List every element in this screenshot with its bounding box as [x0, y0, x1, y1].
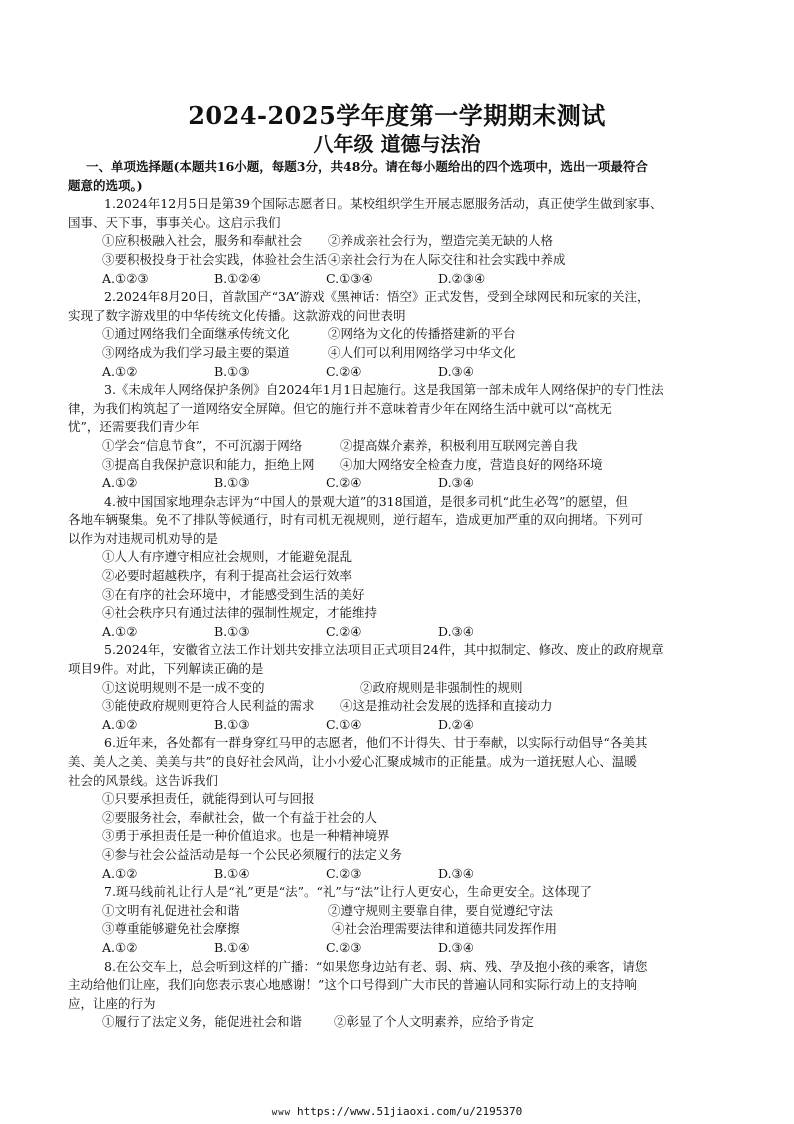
question-stem: 项目9件。对此，下列解读正确的是: [68, 661, 264, 677]
question-stem: 6.近年来，各处都有一群身穿红马甲的志愿者，他们不计得失、甘于奉献，以实际行动倡导“各美其: [104, 735, 648, 751]
question-stem: 5.2024年，安徽省立法工作计划共安排立法项目正式项目24件，其中拟制定、修改、废止的政府规章: [104, 642, 664, 658]
page-footer: [0, 1105, 794, 1120]
option-item: ①通过网络我们全面继承传统文化: [102, 326, 290, 342]
option-item: ①应积极融入社会，服务和奉献社会: [102, 233, 303, 249]
option-item: ④亲社会行为在人际交往和社会实践中养成: [328, 251, 566, 267]
question-5: [68, 641, 726, 734]
question-2: [68, 288, 726, 381]
choice-d: D.③④: [438, 865, 474, 881]
choice-d: D.③④: [438, 939, 474, 955]
option-item: ②要服务社会，奉献社会，做一个有益于社会的人: [102, 809, 378, 825]
option-item: ④人们可以利用网络学习中华文化: [328, 344, 516, 360]
page-title: 2024-2025学年度第一学期期末测试: [188, 101, 606, 130]
exam-body: [68, 158, 726, 1032]
answer-choices: [86, 363, 726, 382]
option-item: ②彰显了个人文明素养，应给予肯定: [334, 1014, 535, 1030]
choice-a: A.①②: [102, 865, 138, 881]
choice-d: D.③④: [438, 475, 474, 491]
question-stem: 7.斑马线前礼让行人是“礼”更是“法”。“礼”与“法”让行人更安心，生命更安全。这体现了: [104, 884, 593, 900]
choice-b: B.①②④: [214, 270, 261, 286]
option-item: ②政府规则是非强制性的规则: [360, 679, 523, 695]
question-stem: 忧”，还需要我们青少年: [68, 419, 200, 435]
option-item: ①这说明规则不是一成不变的: [102, 679, 265, 695]
question-stem: 实现了数字游戏里的中华传统文化传播。这款游戏的问世表明: [68, 307, 406, 323]
question-1: [68, 195, 726, 288]
question-stem: 以作为对违规司机劝导的是: [68, 530, 219, 546]
question-stem: 各地车辆聚集。免不了排队等候通行，时有司机无视规则，逆行超车，造成更加严重的双向拥堵。下列可: [68, 512, 644, 528]
page-subtitle: 八年级 道德与法治: [313, 132, 481, 156]
question-stem: 8.在公交车上，总会听到这样的广播：“如果您身边站有老、弱、病、残、孕及抱小孩的乘客，请您: [104, 958, 648, 974]
choice-c: C.①④: [326, 716, 362, 732]
choice-c: C.②③: [326, 939, 362, 955]
option-item: ②提高媒介素养，积极利用互联网完善自我: [340, 437, 578, 453]
question-stem: 律，为我们构筑起了一道网络安全屏障。但它的施行并不意味着青少年在网络生活中就可以“高枕无: [68, 400, 612, 416]
question-stem: 国事、天下事，事事关心。这启示我们: [68, 214, 281, 230]
question-stem: 主动给他们让座，我们向您表示衷心地感谢！”这个口号得到广大市民的普遍认同和实际行动上的支持响: [68, 977, 637, 993]
choice-d: D.②③④: [438, 270, 486, 286]
choice-a: A.①②: [102, 716, 138, 732]
question-7: [86, 883, 726, 957]
choice-a: A.①②: [102, 363, 138, 379]
question-stem: 2.2024年8月20日，首款国产“3A”游戏《黑神话：悟空》正式发售，受到全球网民和玩家的关注，: [104, 289, 650, 305]
option-item: ②网络为文化的传播搭建新的平台: [328, 326, 516, 342]
footer-url-link[interactable]: https://www.51jiaoxi.com/u/2195370: [297, 1105, 523, 1118]
answer-choices: [86, 623, 726, 642]
option-item: ①文明有礼促进社会和谐: [102, 902, 240, 918]
answer-choices: [86, 716, 726, 735]
answer-choices: [86, 270, 726, 289]
option-item: ④加大网络安全检查力度，营造良好的网络环境: [340, 456, 603, 472]
choice-b: B.①④: [214, 865, 250, 881]
option-item: ③尊重能够避免社会摩擦: [102, 921, 240, 937]
choice-c: C.②④: [326, 363, 362, 379]
option-item: ③要积极投身于社会实践，体验社会生活: [102, 251, 328, 267]
answer-choices: [86, 939, 726, 958]
option-item: ②必要时超越秩序，有利于提高社会运行效率: [102, 568, 353, 584]
choice-a: A.①②: [102, 475, 138, 491]
choice-c: C.②④: [326, 623, 362, 639]
choice-a: A.①②③: [102, 270, 149, 286]
option-item: ④这是推动社会发展的选择和直接动力: [340, 698, 553, 714]
option-item: ④社会秩序只有通过法律的强制性规定，才能维持: [102, 605, 378, 621]
choice-b: B.①③: [214, 716, 250, 732]
choice-a: A.①②: [102, 939, 138, 955]
question-stem: 1.2024年12月5日是第39个国际志愿者日。某校组织学生开展志愿服务活动，真正使学生做到家事、: [104, 196, 663, 212]
option-item: ③提高自我保护意识和能力，拒绝上网: [102, 456, 315, 472]
choice-c: C.②④: [326, 475, 362, 491]
option-item: ①人人有序遵守相应社会规则，才能避免混乱: [102, 549, 353, 565]
option-item: ②遵守规则主要靠自律，要自觉遵纪守法: [328, 902, 554, 918]
section-heading-cont: 题意的选项。): [68, 177, 143, 193]
question-stem: 3.《未成年人网络保护条例》自2024年1月1日起施行。这是我国第一部未成年人网络保护的专门性法: [104, 382, 664, 398]
option-item: ③勇于承担责任是一种价值追求。也是一种精神境界: [102, 828, 390, 844]
section-heading: 一、单项选择题(本题共16小题，每题3分，共48分。请在每小题给出的四个选项中，选出一项最符合: [86, 159, 648, 174]
question-stem: 应，让座的行为: [68, 995, 156, 1011]
footer-brand: www: [271, 1108, 292, 1118]
option-item: ①学会“信息节食”，不可沉溺于网络: [102, 437, 303, 453]
question-stem: 4.被中国国家地理杂志评为“中国人的景观大道”的318国道，是很多司机“此生必驾”的愿望，但: [104, 493, 628, 509]
choice-d: D.②④: [438, 716, 474, 732]
option-item: ①履行了法定义务，能促进社会和谐: [102, 1014, 303, 1030]
choice-b: B.①③: [214, 623, 250, 639]
choice-b: B.①④: [214, 939, 250, 955]
option-item: ②养成亲社会行为，塑造完美无缺的人格: [328, 233, 554, 249]
choice-a: A.①②: [102, 623, 138, 639]
choice-c: C.①③④: [326, 270, 373, 286]
question-4: [68, 493, 726, 642]
answer-choices: [86, 865, 726, 884]
option-item: ④社会治理需要法律和道德共同发挥作用: [332, 921, 558, 937]
option-item: ③在有序的社会环境中，才能感受到生活的美好: [102, 586, 365, 602]
question-stem: 社会的风景线。这告诉我们: [68, 772, 219, 788]
choice-c: C.②③: [326, 865, 362, 881]
option-item: ③网络成为我们学习最主要的渠道: [102, 344, 290, 360]
option-item: ③能使政府规则更符合人民利益的需求: [102, 698, 315, 714]
question-8: [68, 958, 726, 1032]
choice-b: B.①③: [214, 475, 250, 491]
question-6: [68, 734, 726, 883]
answer-choices: [86, 474, 726, 493]
choice-b: B.①③: [214, 363, 250, 379]
choice-d: D.③④: [438, 363, 474, 379]
option-item: ④参与社会公益活动是每一个公民必须履行的法定义务: [102, 846, 403, 862]
question-3: [68, 381, 726, 493]
question-stem: 美、美人之美、美美与共”的良好社会风尚，让小小爱心汇聚成城市的正能量。成为一道抚慰人心、温暖: [68, 754, 637, 769]
choice-d: D.③④: [438, 623, 474, 639]
option-item: ①只要承担责任，就能得到认可与回报: [102, 791, 315, 807]
